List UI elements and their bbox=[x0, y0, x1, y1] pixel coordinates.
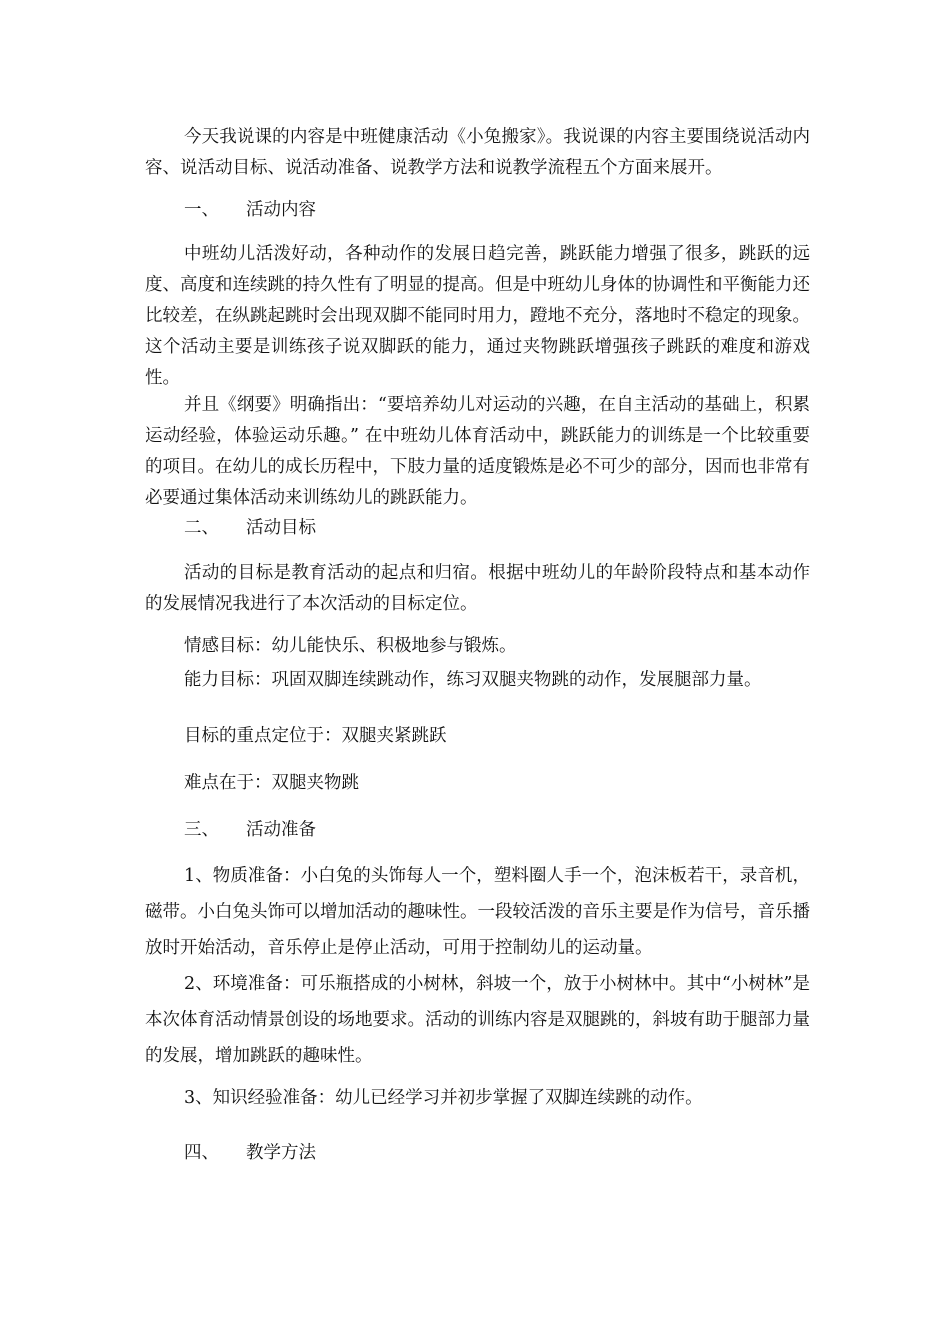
goal-focus: 目标的重点定位于：双腿夹紧跳跃 bbox=[184, 726, 447, 746]
intro-paragraph: 今天我说课的内容是中班健康活动《小兔搬家》。我说课的内容主要围绕说活动内容、说活动目标、说活动准备、说教学方法和说教学流程五个方面来展开。 bbox=[145, 127, 810, 178]
goal-difficulty: 难点在于：双腿夹物跳 bbox=[184, 773, 359, 793]
section-number: 二、 bbox=[184, 518, 219, 538]
section-heading-methods bbox=[184, 1141, 316, 1165]
section-heading-preparation bbox=[184, 818, 316, 842]
goal-ability: 能力目标：巩固双脚连续跳动作，练习双腿夹物跳的动作，发展腿部力量。 bbox=[184, 670, 762, 690]
section-title: 教学方法 bbox=[246, 1143, 316, 1163]
section-title: 活动内容 bbox=[246, 200, 316, 220]
section-number: 一、 bbox=[184, 200, 219, 220]
goal-paragraph: 活动的目标是教育活动的起点和归宿。根据中班幼儿的年龄阶段特点和基本动作的发展情况我进行了本次活动的目标定位。 bbox=[145, 563, 810, 614]
section-title: 活动准备 bbox=[246, 820, 316, 840]
section-heading-goals bbox=[184, 516, 316, 540]
prep-item-3: 3、知识经验准备：幼儿已经学习并初步掌握了双脚连续跳的动作。 bbox=[184, 1088, 703, 1108]
content-paragraph-1: 中班幼儿活泼好动，各种动作的发展日趋完善，跳跃能力增强了很多，跳跃的远度、高度和连续跳的持久性有了明显的提高。但是中班幼儿身体的协调性和平衡能力还比较差，在纵跳起跳时会出现双脚不能同时用力，蹬地不充分，落地时不稳定的现象。这个活动主要是训练孩子说双脚跃的能力，通过夹物跳跃增强孩子跳跃的难度和游戏性。 bbox=[145, 244, 810, 388]
section-number: 三、 bbox=[184, 820, 219, 840]
prep-item-1: 1、物质准备：小白兔的头饰每人一个，塑料圈人手一个，泡沫板若干，录音机，磁带。小白兔头饰可以增加活动的趣味性。一段较活泼的音乐主要是作为信号，音乐播放时开始活动，音乐停止是停止活动，可用于控制幼儿的运动量。 bbox=[145, 866, 810, 958]
section-title: 活动目标 bbox=[246, 518, 316, 538]
goal-emotion: 情感目标：幼儿能快乐、积极地参与锻炼。 bbox=[184, 636, 517, 656]
content-paragraph-2: 并且《纲要》明确指出：“要培养幼儿对运动的兴趣，在自主活动的基础上，积累运动经验，体验运动乐趣。” 在中班幼儿体育活动中，跳跃能力的训练是一个比较重要的项目。在幼儿的成长历程中，下肢力量的适度锻炼是必不可少的部分，因而也非常有必要通过集体活动来训练幼儿的跳跃能力。 bbox=[145, 395, 810, 508]
section-number: 四、 bbox=[184, 1143, 219, 1163]
section-heading-content bbox=[184, 198, 316, 222]
prep-item-2: 2、环境准备：可乐瓶搭成的小树林，斜坡一个，放于小树林中。其中“小树林”是本次体育活动情景创设的场地要求。活动的训练内容是双腿跳的，斜坡有助于腿部力量的发展，增加跳跃的趣味性。 bbox=[145, 974, 810, 1066]
